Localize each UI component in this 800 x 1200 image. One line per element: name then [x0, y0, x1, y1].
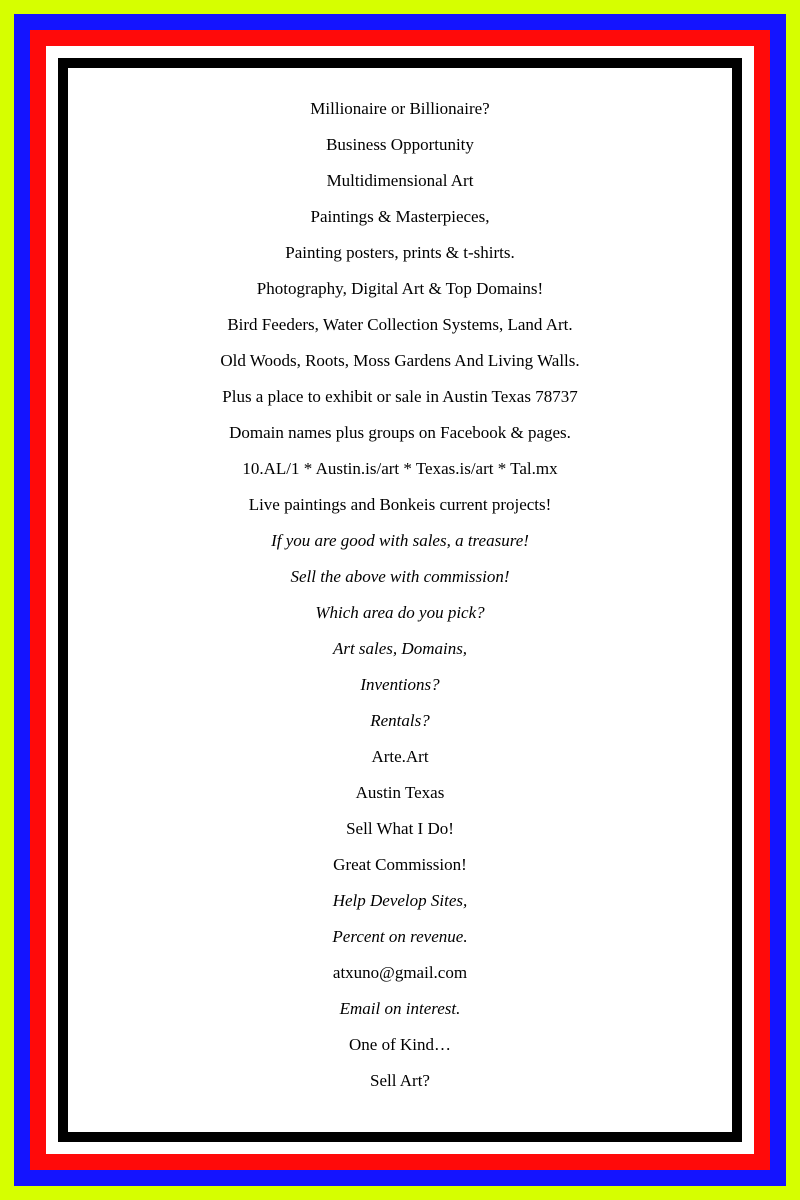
- flyer-line: Sell What I Do!: [346, 819, 454, 838]
- flyer-line: atxuno@gmail.com: [332, 963, 468, 982]
- flyer-line: Austin Texas: [355, 783, 445, 802]
- flyer-line: Sell the above with commission!: [290, 567, 510, 586]
- flyer-line: Which area do you pick?: [315, 603, 485, 622]
- flyer-line: Millionaire or Billionaire?: [310, 99, 490, 118]
- flyer-line: Painting posters, prints & t-shirts.: [285, 243, 515, 262]
- flyer-line: Business Opportunity: [326, 135, 474, 154]
- flyer-line: Multidimensional Art: [326, 171, 474, 190]
- flyer-line: Help Develop Sites,: [332, 891, 468, 910]
- flyer-line: If you are good with sales, a treasure!: [271, 531, 529, 550]
- flyer-line: Paintings & Masterpieces,: [310, 207, 490, 226]
- flyer-line: Rentals?: [370, 711, 430, 730]
- flyer-text-lines: [68, 96, 732, 1104]
- flyer-line: Inventions?: [360, 675, 440, 694]
- flyer-line: Plus a place to exhibit or sale in Austin Texas 78737: [222, 387, 578, 406]
- flyer-line: Percent on revenue.: [332, 927, 468, 946]
- flyer-line: Great Commission!: [333, 855, 467, 874]
- flyer-line: Photography, Digital Art & Top Domains!: [256, 279, 544, 298]
- flyer-line: Arte.Art: [371, 747, 429, 766]
- flyer-line: 10.AL/1 * Austin.is/art * Texas.is/art * Tal.mx: [242, 459, 558, 478]
- flyer-line: Art sales, Domains,: [332, 639, 468, 658]
- flyer-line: Bird Feeders, Water Collection Systems, Land Art.: [227, 315, 573, 334]
- flyer-line: One of Kind…: [349, 1035, 451, 1054]
- flyer-line: Sell Art?: [370, 1071, 430, 1090]
- flyer-line: Email on interest.: [339, 999, 461, 1018]
- flyer-line: Live paintings and Bonkeis current projects!: [248, 495, 552, 514]
- flyer-line: Domain names plus groups on Facebook & pages.: [229, 423, 571, 442]
- flyer-content: [68, 68, 732, 1132]
- flyer-line: Old Woods, Roots, Moss Gardens And Living Walls.: [220, 351, 580, 370]
